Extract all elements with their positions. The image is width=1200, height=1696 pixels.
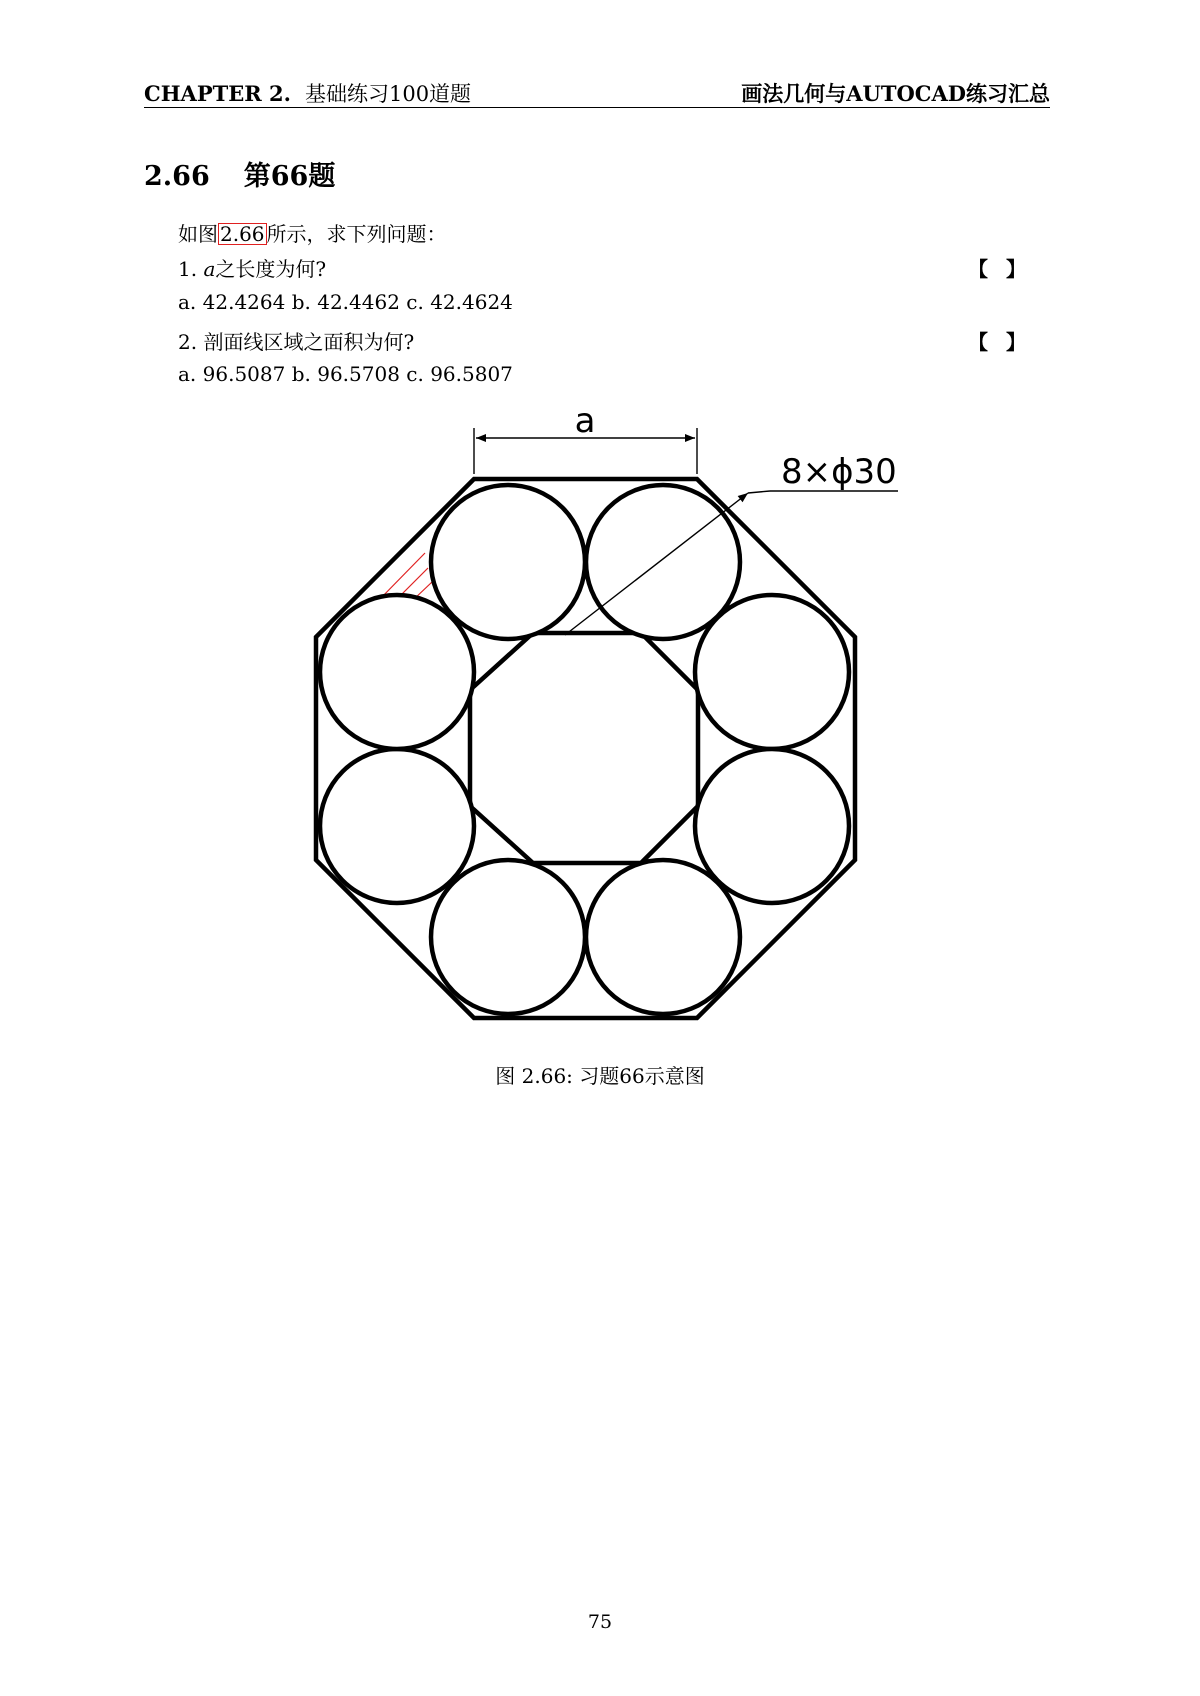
question-1-number: 1. [178,257,198,281]
question-1-answer-bracket: 【】 [968,257,1044,281]
circle-bottom-left [431,860,585,1014]
inner-octagon [470,633,698,863]
circle-right-lower [695,749,849,903]
question-2-number: 2. [178,330,198,354]
figure-reference-link[interactable]: 2.66 [220,222,265,246]
question-2-options: a. 96.5087 b. 96.5708 c. 96.5807 [178,362,513,386]
circle-left-lower [320,749,474,903]
question-2-text: 剖面线区域之面积为何? [203,330,415,354]
circle-right-upper [695,595,849,749]
circles [320,485,849,1014]
question-1-options: a. 42.4264 b. 42.4462 c. 42.4624 [178,290,513,314]
intro-suffix: 所示，求下列问题： [266,222,447,246]
circle-left-upper [320,595,474,749]
chapter-title: 基础练习100道题 [304,82,472,106]
running-header-right: 画法几何与AUTOCAD练习汇总 [741,81,1050,106]
question-1-text: 之长度为何? [215,257,327,281]
intro-prefix: 如图 [178,222,218,246]
section-heading: 第66题 [243,161,336,192]
chapter-label: CHAPTER 2. [144,81,291,106]
page-number: 75 [587,1611,613,1633]
circle-top-left [431,485,585,639]
dimension-a-label: a [574,401,596,441]
question-2-answer-bracket: 【】 [968,330,1044,354]
section-number: 2.66 [144,161,210,192]
figure-caption: 图 2.66: 习题66示意图 [495,1064,705,1088]
question-1-variable: a [203,257,216,281]
circle-bottom-right [586,860,740,1014]
diameter-callout-label: 8×ϕ30 [781,452,897,492]
